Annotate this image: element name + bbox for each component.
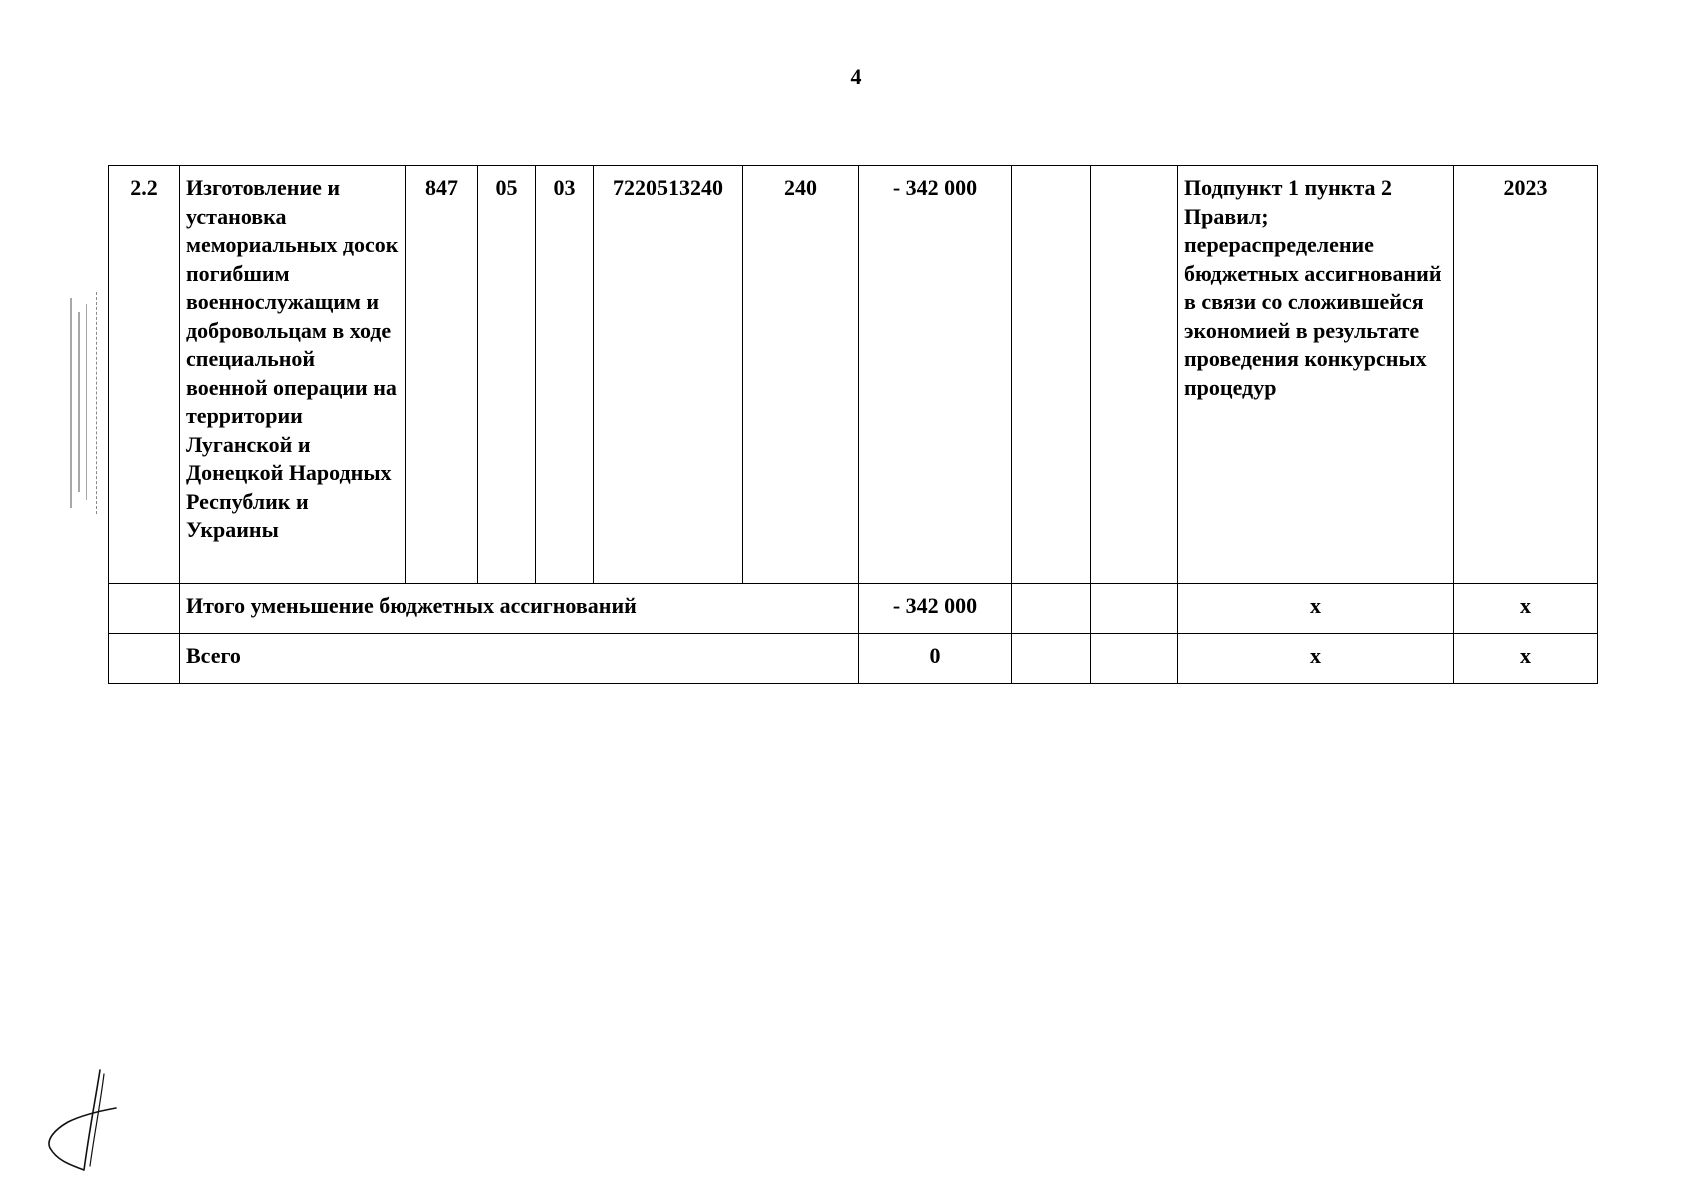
- basis-cell: x: [1178, 634, 1454, 684]
- total-label: Итого уменьшение бюджетных ассигнований: [180, 584, 859, 634]
- stamp-border: [96, 292, 97, 514]
- side-stamp: [56, 292, 108, 514]
- amount-cell: - 342 000: [859, 166, 1012, 584]
- empty-cell-a: [1012, 634, 1091, 684]
- section-code: 05: [478, 166, 536, 584]
- basis-cell: Подпункт 1 пункта 2 Правил; перераспределение бюджетных ассигнований в связи со сложившейся экономией в результате проведения конкурсных процедур: [1178, 166, 1454, 584]
- stamp-marks: [56, 292, 96, 514]
- ministry-code: 847: [406, 166, 478, 584]
- grand-total-label: Всего: [180, 634, 859, 684]
- page-number: 4: [850, 64, 862, 89]
- year-cell: 2023: [1454, 166, 1598, 584]
- budget-table: [108, 165, 1598, 684]
- amount-cell: 0: [859, 634, 1012, 684]
- table-row: [109, 166, 1598, 584]
- empty-cell-a: [1012, 584, 1091, 634]
- empty-cell-b: [1091, 584, 1178, 634]
- year-cell: x: [1454, 634, 1598, 684]
- empty-cell-b: [1091, 634, 1178, 684]
- year-cell: x: [1454, 584, 1598, 634]
- row-number: [109, 584, 180, 634]
- table-row-all: [109, 634, 1598, 684]
- target-article-code: 7220513240: [594, 166, 743, 584]
- amount-cell: - 342 000: [859, 584, 1012, 634]
- basis-cell: x: [1178, 584, 1454, 634]
- empty-cell-b: [1091, 166, 1178, 584]
- subsection-code: 03: [536, 166, 594, 584]
- row-number: 2.2: [109, 166, 180, 584]
- empty-cell-a: [1012, 166, 1091, 584]
- expense-type-code: 240: [743, 166, 859, 584]
- row-number: [109, 634, 180, 684]
- expense-name: Изготовление и установка мемориальных досок погибшим военнослужащим и добровольцам в ходе специальной военной операции на территории Луганской и Донецкой Народных Республик и Украины: [180, 166, 406, 584]
- signature-mark: [44, 1066, 124, 1176]
- table-row-total: [109, 584, 1598, 634]
